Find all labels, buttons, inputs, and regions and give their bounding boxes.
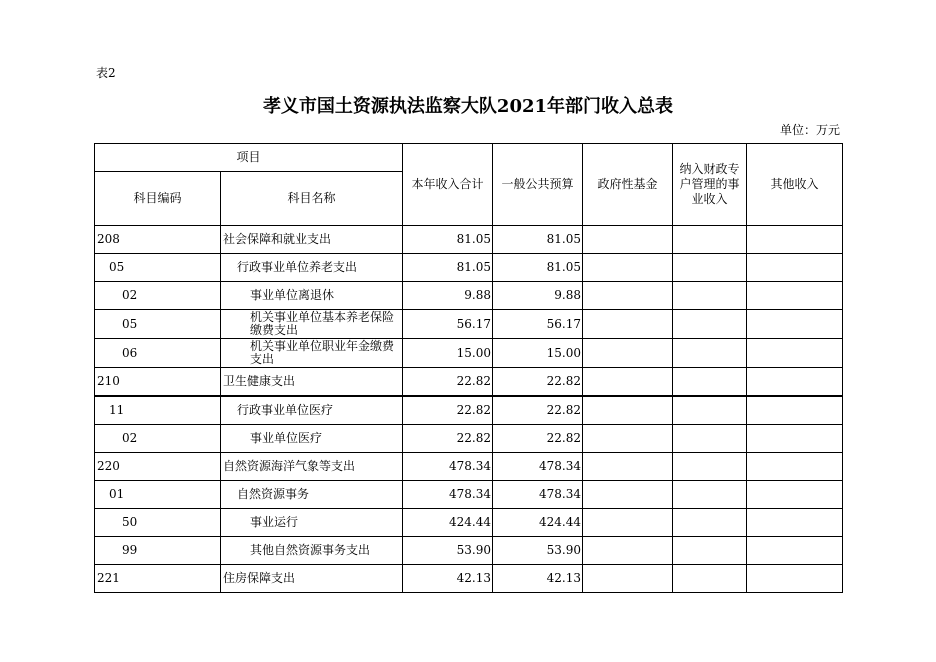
subject-name: 住房保障支出 — [221, 565, 403, 593]
special-value — [673, 396, 747, 425]
special-value — [673, 310, 747, 339]
total-value: 478.34 — [403, 453, 493, 481]
header-other-income: 其他收入 — [747, 144, 843, 226]
table-row — [95, 368, 843, 397]
total-value: 22.82 — [403, 368, 493, 397]
table-row — [95, 565, 843, 593]
subject-code: 99 — [95, 537, 221, 565]
special-value — [673, 537, 747, 565]
other-value — [747, 537, 843, 565]
fund-value — [583, 310, 673, 339]
special-value — [673, 254, 747, 282]
special-value — [673, 425, 747, 453]
subject-code: 05 — [95, 254, 221, 282]
subject-code: 221 — [95, 565, 221, 593]
fund-value — [583, 368, 673, 397]
other-value — [747, 509, 843, 537]
other-value — [747, 310, 843, 339]
total-value: 53.90 — [403, 537, 493, 565]
general-value: 22.82 — [493, 425, 583, 453]
subject-name: 行政事业单位养老支出 — [221, 254, 403, 282]
table-row — [95, 509, 843, 537]
other-value — [747, 481, 843, 509]
subject-code: 01 — [95, 481, 221, 509]
fund-value — [583, 565, 673, 593]
total-value: 56.17 — [403, 310, 493, 339]
general-value: 22.82 — [493, 396, 583, 425]
subject-code: 50 — [95, 509, 221, 537]
other-value — [747, 368, 843, 397]
total-value: 42.13 — [403, 565, 493, 593]
fund-value — [583, 254, 673, 282]
fund-value — [583, 226, 673, 254]
total-value: 22.82 — [403, 396, 493, 425]
fund-value — [583, 509, 673, 537]
table-row — [95, 453, 843, 481]
subject-name: 其他自然资源事务支出 — [221, 537, 403, 565]
special-value — [673, 481, 747, 509]
special-value — [673, 339, 747, 368]
table-row — [95, 282, 843, 310]
subject-name: 事业运行 — [221, 509, 403, 537]
table-row — [95, 254, 843, 282]
subject-code: 05 — [95, 310, 221, 339]
subject-name: 社会保障和就业支出 — [221, 226, 403, 254]
general-value: 15.00 — [493, 339, 583, 368]
income-table — [94, 143, 843, 593]
fund-value — [583, 537, 673, 565]
table-row — [95, 310, 843, 339]
fund-value — [583, 339, 673, 368]
header-subject-code: 科目编码 — [95, 172, 221, 226]
subject-code: 208 — [95, 226, 221, 254]
total-value: 81.05 — [403, 226, 493, 254]
subject-name: 机关事业单位职业年金缴费支出 — [221, 339, 403, 368]
subject-name: 事业单位医疗 — [221, 425, 403, 453]
other-value — [747, 339, 843, 368]
subject-name: 行政事业单位医疗 — [221, 396, 403, 425]
other-value — [747, 565, 843, 593]
header-special-account: 纳入财政专户管理的事业收入 — [673, 144, 747, 226]
fund-value — [583, 282, 673, 310]
general-value: 56.17 — [493, 310, 583, 339]
subject-code: 220 — [95, 453, 221, 481]
special-value — [673, 509, 747, 537]
general-value: 478.34 — [493, 453, 583, 481]
fund-value — [583, 425, 673, 453]
general-value: 81.05 — [493, 254, 583, 282]
subject-name: 自然资源事务 — [221, 481, 403, 509]
other-value — [747, 226, 843, 254]
other-value — [747, 254, 843, 282]
fund-value — [583, 481, 673, 509]
header-total: 本年收入合计 — [403, 144, 493, 226]
total-value: 15.00 — [403, 339, 493, 368]
other-value — [747, 282, 843, 310]
table-row — [95, 396, 843, 425]
general-value: 478.34 — [493, 481, 583, 509]
total-value: 81.05 — [403, 254, 493, 282]
general-value: 424.44 — [493, 509, 583, 537]
special-value — [673, 565, 747, 593]
header-subject-name: 科目名称 — [221, 172, 403, 226]
table-row — [95, 226, 843, 254]
table-row — [95, 537, 843, 565]
total-value: 9.88 — [403, 282, 493, 310]
subject-name: 机关事业单位基本养老保险缴费支出 — [221, 310, 403, 339]
table-row — [95, 481, 843, 509]
table-number: 表2 — [96, 66, 116, 80]
general-value: 42.13 — [493, 565, 583, 593]
other-value — [747, 453, 843, 481]
header-general-budget: 一般公共预算 — [493, 144, 583, 226]
header-project: 项目 — [95, 144, 403, 172]
page-title: 孝义市国土资源执法监察大队2021年部门收入总表 — [262, 96, 674, 117]
table-row — [95, 425, 843, 453]
total-value: 424.44 — [403, 509, 493, 537]
special-value — [673, 282, 747, 310]
subject-code: 02 — [95, 425, 221, 453]
subject-code: 11 — [95, 396, 221, 425]
fund-value — [583, 453, 673, 481]
special-value — [673, 226, 747, 254]
general-value: 81.05 — [493, 226, 583, 254]
other-value — [747, 425, 843, 453]
subject-name: 事业单位离退休 — [221, 282, 403, 310]
total-value: 22.82 — [403, 425, 493, 453]
special-value — [673, 453, 747, 481]
other-value — [747, 396, 843, 425]
general-value: 22.82 — [493, 368, 583, 397]
subject-name: 卫生健康支出 — [221, 368, 403, 397]
subject-code: 06 — [95, 339, 221, 368]
general-value: 53.90 — [493, 537, 583, 565]
fund-value — [583, 396, 673, 425]
subject-name: 自然资源海洋气象等支出 — [221, 453, 403, 481]
total-value: 478.34 — [403, 481, 493, 509]
subject-code: 210 — [95, 368, 221, 397]
unit-label: 单位：万元 — [779, 123, 840, 137]
subject-code: 02 — [95, 282, 221, 310]
table-row — [95, 339, 843, 368]
header-government-fund: 政府性基金 — [583, 144, 673, 226]
general-value: 9.88 — [493, 282, 583, 310]
special-value — [673, 368, 747, 397]
